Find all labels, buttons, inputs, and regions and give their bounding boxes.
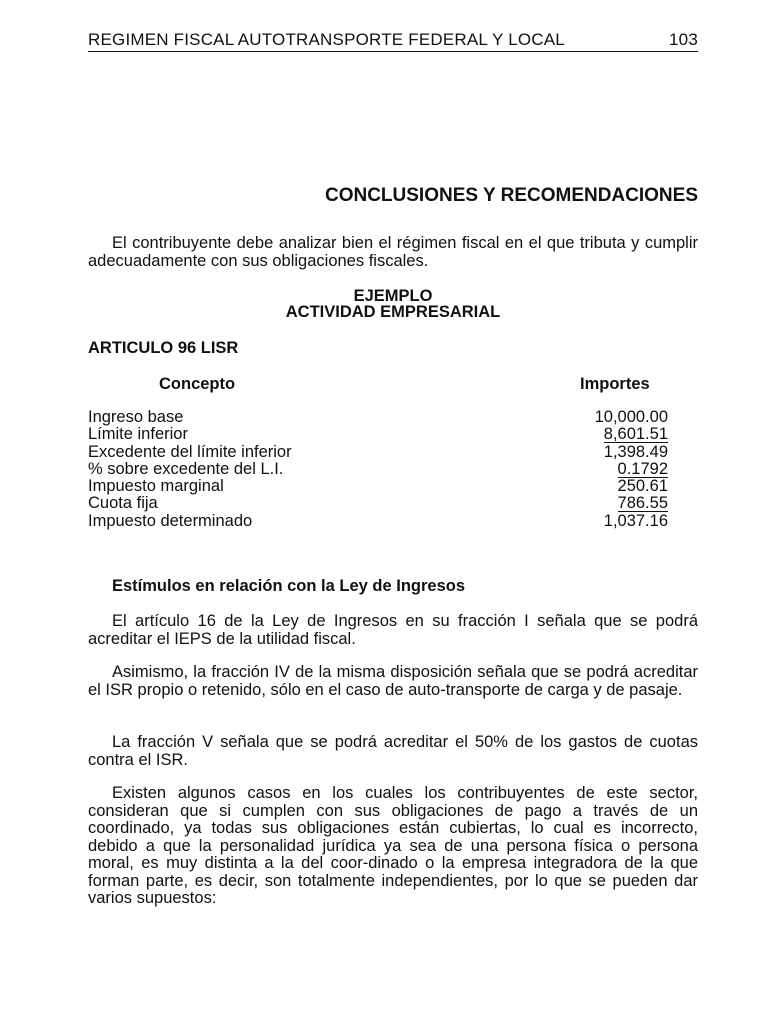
running-header (88, 30, 698, 52)
table-row (88, 444, 668, 461)
row-concept: % sobre excedente del L.I. (88, 459, 284, 478)
column-header-amount: Importes (580, 375, 650, 393)
table-row (88, 426, 668, 443)
intro-paragraph: El contribuyente debe analizar bien el régimen fiscal en el que tributa y cumplir adecuadamente con sus obligaciones fiscales. (88, 234, 698, 270)
row-concept: Ingreso base (88, 408, 184, 426)
page-title: CONCLUSIONES Y RECOMENDACIONES (324, 185, 698, 206)
page-number: 103 (669, 30, 698, 49)
row-concept: Límite inferior (88, 425, 188, 444)
row-amount: 1,398.49 (603, 442, 668, 461)
stimulus-paragraph-2: Asimismo, la fracción IV de la misma disposición señala que se podrá acreditar el ISR propio o retenido, sólo en el caso de auto-transporte de carga y de pasaje. (88, 663, 698, 699)
row-concept: Excedente del límite inferior (88, 442, 292, 461)
row-concept: Impuesto marginal (88, 477, 224, 496)
table-row (88, 513, 668, 530)
article-heading: ARTICULO 96 LISR (88, 339, 239, 357)
table-row (88, 461, 668, 478)
table-row (88, 409, 668, 426)
column-header-concept: Concepto (159, 375, 236, 393)
stimulus-heading: Estímulos en relación con la Ley de Ingresos (112, 577, 466, 595)
row-amount: 0.1792 (617, 459, 668, 478)
row-amount: 250.61 (617, 477, 668, 496)
table-row (88, 478, 668, 495)
example-subheading: ACTIVIDAD EMPRESARIAL (285, 303, 501, 321)
stimulus-paragraph-3: La fracción V señala que se podrá acreditar el 50% de los gastos de cuotas contra el ISR. (88, 733, 698, 769)
stimulus-paragraph-4: Existen algunos casos en los cuales los contribuyentes de este sector, consideran que si cumplen con sus obligaciones de pago a través de un coordinado, ya todas sus obligaciones están cubiertas, lo cual es incorrecto, debido a que la personalidad jurídica ya sea de una persona física o persona moral, es muy distinta a la del coor-dinado o la empresa integradora de la que forman parte, es decir, son totalmente independientes, por lo que se pueden dar varios supuestos: (88, 784, 698, 907)
running-header-title: REGIMEN FISCAL AUTOTRANSPORTE FEDERAL Y LOCAL (88, 30, 565, 49)
calculation-table (88, 409, 668, 530)
table-row (88, 495, 668, 512)
row-amount: 10,000.00 (594, 408, 668, 426)
row-concept: Cuota fija (88, 494, 158, 513)
row-concept: Impuesto determinado (88, 511, 253, 530)
row-amount: 1,037.16 (603, 511, 668, 530)
example-heading: EJEMPLO (353, 287, 433, 305)
stimulus-paragraph-1: El artículo 16 de la Ley de Ingresos en su fracción I señala que se podrá acreditar el IEPS de la utilidad fiscal. (88, 612, 698, 648)
row-amount: 8,601.51 (603, 425, 668, 444)
row-amount: 786.55 (617, 494, 668, 513)
